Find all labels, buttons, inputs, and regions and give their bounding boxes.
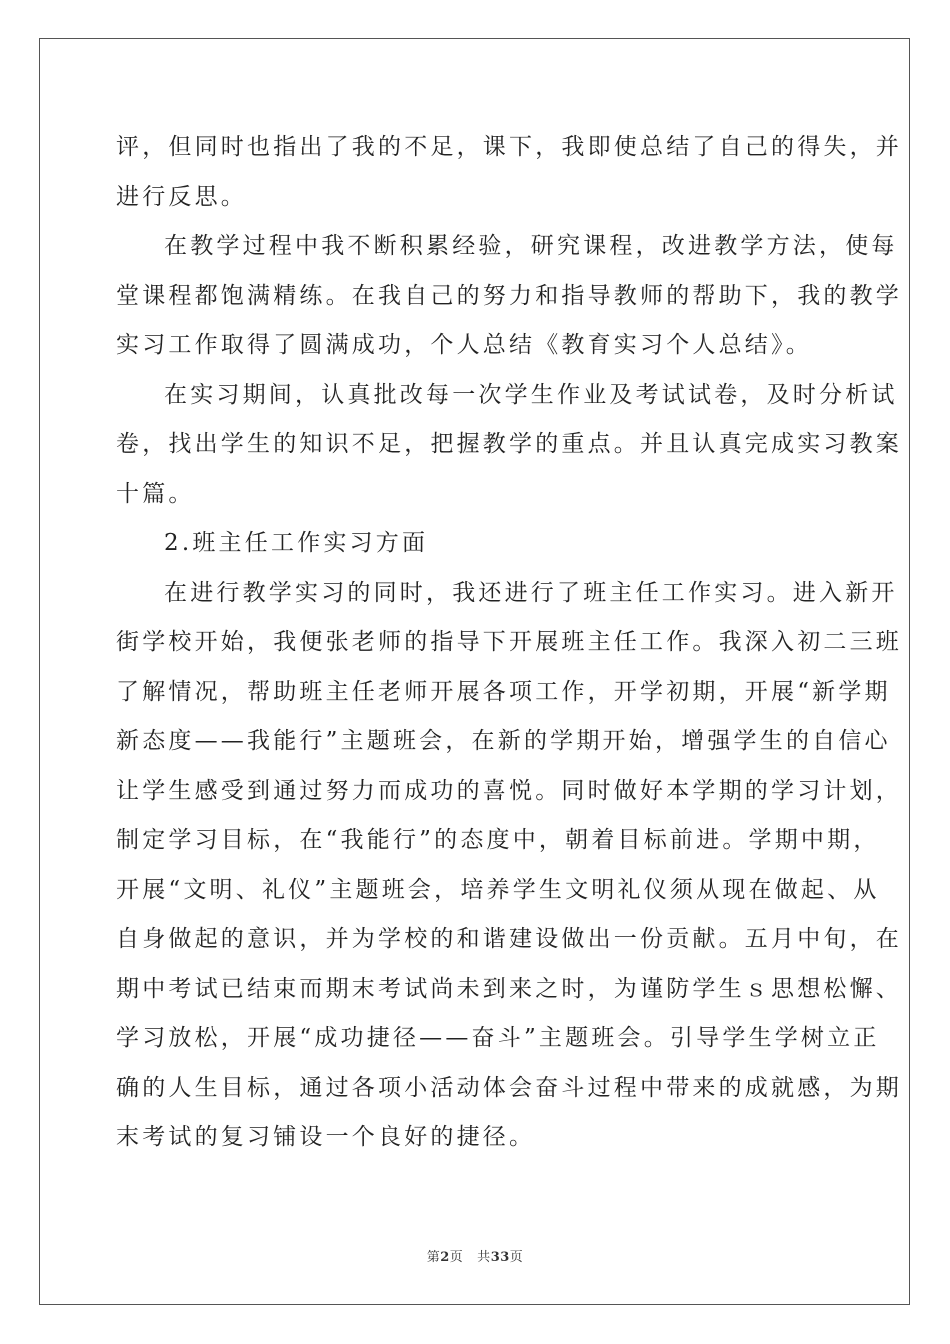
text-line: 新态度——我能行”主题班会，在新的学期开始，增强学生的自信心 bbox=[116, 728, 891, 754]
text-line: 学习放松，开展“成功捷径——奋斗”主题班会。引导学生学树立正 bbox=[116, 1025, 880, 1051]
text-line: 在进行教学实习的同时，我还进行了班主任工作实习。进入新开 bbox=[164, 579, 898, 606]
footer-total-number: 33 bbox=[490, 1250, 510, 1265]
text-line: 自身做起的意识，并为学校的和谐建设做出一份贡献。五月中旬，在 bbox=[116, 926, 902, 952]
text-line: 开展“文明、礼仪”主题班会，培养学生文明礼仪须从现在做起、从 bbox=[116, 876, 880, 903]
text-line: 堂课程都饱满精练。在我自己的努力和指导教师的帮助下，我的教学 bbox=[116, 282, 902, 309]
text-line: 评，但同时也指出了我的不足，课下，我即使总结了自己的得失，并 bbox=[116, 134, 902, 160]
footer-page-prefix: 第 bbox=[426, 1250, 441, 1265]
footer-total-prefix: 共 bbox=[477, 1250, 491, 1265]
text-line: 实习工作取得了圆满成功，个人总结《教育实习个人总结》。 bbox=[116, 332, 812, 358]
text-line: 期中考试已结束而期末考试尚未到来之时，为谨防学生ｓ思想松懈、 bbox=[116, 975, 902, 1002]
text-line: 街学校开始，我便张老师的指导下开展班主任工作。我深入初二三班 bbox=[116, 629, 902, 655]
document-body bbox=[116, 123, 902, 1163]
text-line: 让学生感受到通过努力而成功的喜悦。同时做好本学期的学习计划， bbox=[116, 777, 902, 804]
text-line: 了解情况，帮助班主任老师开展各项工作，开学初期，开展“新学期 bbox=[116, 678, 891, 705]
text-line: 卷，找出学生的知识不足，把握教学的重点。并且认真完成实习教案 bbox=[116, 431, 902, 457]
text-line: 末考试的复习铺设一个良好的捷径。 bbox=[116, 1124, 536, 1150]
footer-page-number: 2 bbox=[440, 1250, 450, 1265]
text-line: 制定学习目标，在“我能行”的态度中，朝着目标前进。学期中期， bbox=[116, 827, 880, 853]
footer-total-suffix: 页 bbox=[509, 1250, 524, 1265]
footer-page-suffix: 页 bbox=[449, 1250, 464, 1265]
text-line: 进行反思。 bbox=[116, 183, 247, 210]
page-footer bbox=[0, 1246, 950, 1265]
text-line: 2.班主任工作实习方面 bbox=[164, 530, 429, 556]
text-line: 确的人生目标，通过各项小活动体会奋斗过程中带来的成就感，为期 bbox=[116, 1074, 902, 1101]
text-line: 在实习期间，认真批改每一次学生作业及考试试卷，及时分析试 bbox=[164, 381, 898, 408]
text-line: 十篇。 bbox=[116, 480, 195, 507]
text-line: 在教学过程中我不断积累经验，研究课程，改进教学方法，使每 bbox=[164, 233, 898, 259]
